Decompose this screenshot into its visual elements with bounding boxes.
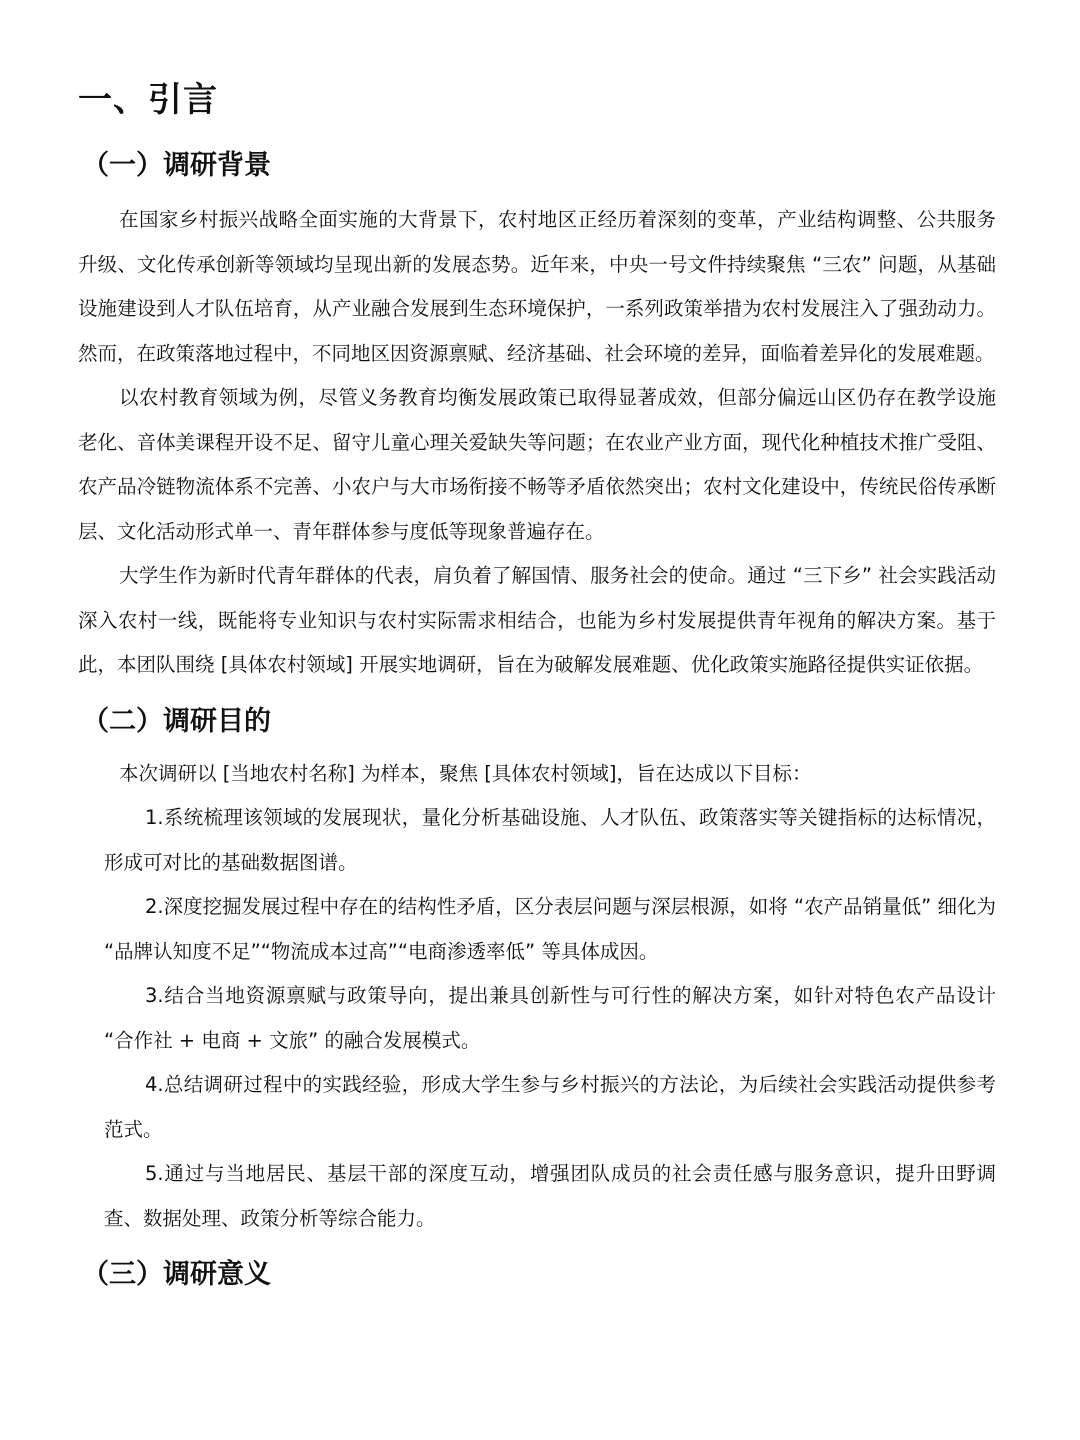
background-paragraph-1: 在国家乡村振兴战略全面实施的大背景下，农村地区正经历着深刻的变革，产业结构调整、公共服务升级、文化传承创新等领域均呈现出新的发展态势。近年来，中央一号文件持续聚焦 “三农” 问题，从基础设施建设到人才队伍培育，从产业融合发展到生态环境保护，一系列政策举措为农村发展注入了强劲动力。然而，在政策落地过程中，不同地区因资源禀赋、经济基础、社会环境的差异，面临着差异化的发展难题。 xyxy=(78,208,996,365)
purpose-goal-4: 4.总结调研过程中的实践经验，形成大学生参与乡村振兴的方法论，为后续社会实践活动提供参考范式。 xyxy=(104,1073,996,1141)
purpose-goal-1: 1.系统梳理该领域的发展现状，量化分析基础设施、人才队伍、政策落实等关键指标的达标情况，形成可对比的基础数据图谱。 xyxy=(104,806,996,874)
background-paragraph-2: 以农村教育领域为例，尽管义务教育均衡发展政策已取得显著成效，但部分偏远山区仍存在教学设施老化、音体美课程开设不足、留守儿童心理关爱缺失等问题；在农业产业方面，现代化种植技术推广受阻、农产品冷链物流体系不完善、小农户与大市场衔接不畅等矛盾依然突出；农村文化建设中，传统民俗传承断层、文化活动形式单一、青年群体参与度低等现象普遍存在。 xyxy=(78,386,996,543)
purpose-goal-3: 3.结合当地资源禀赋与政策导向，提出兼具创新性与可行性的解决方案，如针对特色农产品设计 “合作社 + 电商 + 文旅” 的融合发展模式。 xyxy=(104,984,996,1052)
document-page xyxy=(78,72,996,1307)
purpose-goal-2: 2.深度挖掘发展过程中存在的结构性矛盾，区分表层问题与深层根源，如将 “农产品销量低” 细化为 “品牌认知度不足”“物流成本过高”“电商渗透率低” 等具体成因。 xyxy=(104,895,996,963)
section-title-background: （一）调研背景 xyxy=(82,150,271,181)
purpose-goal-5: 5.通过与当地居民、基层干部的深度互动，增强团队成员的社会责任感与服务意识，提升田野调查、数据处理、政策分析等综合能力。 xyxy=(104,1162,996,1230)
section-title-purpose: （二）调研目的 xyxy=(82,705,271,737)
section-title-significance: （三）调研意义 xyxy=(82,1259,271,1290)
purpose-intro: 本次调研以 [当地农村名称] 为样本，聚焦 [具体农村领域]，旨在达成以下目标： xyxy=(119,761,812,785)
background-paragraph-3: 大学生作为新时代青年群体的代表，肩负着了解国情、服务社会的使命。通过 “三下乡” 社会实践活动深入农村一线，既能将专业知识与农村实际需求相结合，也能为乡村发展提供青年视角的解决方案。基于此，本团队围绕 [具体农村领域] 开展实地调研，旨在为破解发展难题、优化政策实施路径提供实证依据。 xyxy=(78,564,996,676)
chapter-heading: 一、引言 xyxy=(78,80,218,120)
